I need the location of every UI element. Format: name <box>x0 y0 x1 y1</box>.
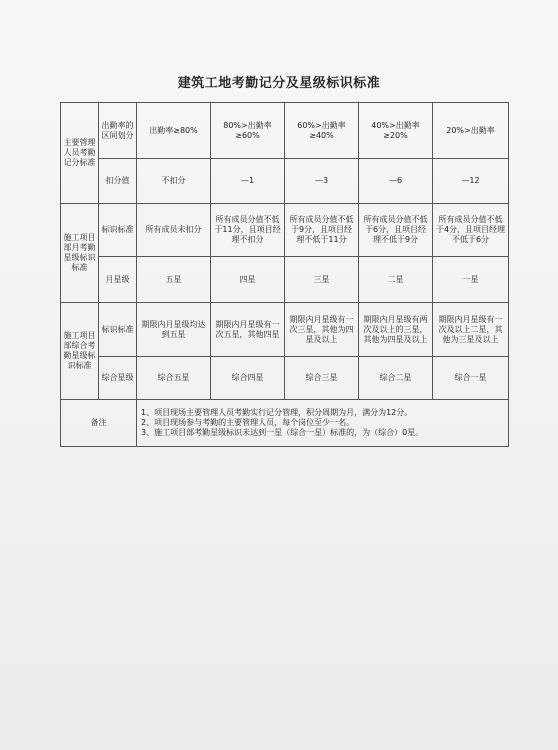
row-label: 标识标准 <box>99 303 137 357</box>
table-cell: 期限内月星级有一次五星，其他四星 <box>211 303 285 357</box>
row-label: 综合星级 <box>99 357 137 400</box>
table-row <box>61 159 509 204</box>
table-cell: 期限内月星级有一次三星，其他为四星及以上 <box>285 303 359 357</box>
table-row <box>61 257 509 303</box>
table-cell: —12 <box>433 159 509 204</box>
table-cell: 综合五星 <box>137 357 211 400</box>
table-cell: 综合三星 <box>285 357 359 400</box>
table-row <box>61 103 509 159</box>
table-cell: 期限内月星级有一次及以上二星，其他为三星及以上 <box>433 303 509 357</box>
table-cell: 期限内月星级均达到五星 <box>137 303 211 357</box>
notes-content <box>137 400 509 447</box>
row-label: 出勤率的区间划分 <box>99 103 137 159</box>
table-cell: 综合四星 <box>211 357 285 400</box>
notes-label: 备注 <box>61 400 137 447</box>
table-cell: 期限内月星级有两次及以上的三星，其他为四星及以上 <box>359 303 433 357</box>
document-title: 建筑工地考勤记分及星级标识标准 <box>177 76 381 91</box>
row-label: 扣分值 <box>99 159 137 204</box>
table-cell: 五星 <box>137 257 211 303</box>
table-cell: 所有成员分值不低于9分，且项目经理不低于11分 <box>285 204 359 257</box>
note-line: 2、项目现场参与考勤的主要管理人员，每个岗位至少一名。 <box>141 418 355 427</box>
table-row <box>61 357 509 400</box>
note-line: 1、项目现场主要管理人员考勤实行记分管理，积分周期为月，满分为12分。 <box>141 408 413 417</box>
table-cell: 所有成员分值不低于11分，且项目经理不扣分 <box>211 204 285 257</box>
table-row <box>61 303 509 357</box>
table-cell: 20%>出勤率 <box>433 103 509 159</box>
table-cell: 四星 <box>211 257 285 303</box>
table-cell: 所有成员分值不低于6分，且项目经理不低于9分 <box>359 204 433 257</box>
table-cell: 三星 <box>285 257 359 303</box>
table-cell: 综合二星 <box>359 357 433 400</box>
row-label: 标识标准 <box>99 204 137 257</box>
row-label: 月星级 <box>99 257 137 303</box>
section-label: 施工项目部综合考勤星级标识标准 <box>61 303 99 400</box>
table-cell: 不扣分 <box>137 159 211 204</box>
table-cell: 60%>出勤率≥40% <box>285 103 359 159</box>
table-cell: 所有成员分值不低于4分，且项目经理不低于6分 <box>433 204 509 257</box>
table-cell: 40%>出勤率≥20% <box>359 103 433 159</box>
table-cell: —1 <box>211 159 285 204</box>
table-cell: 综合一星 <box>433 357 509 400</box>
standards-table <box>60 102 509 447</box>
table-cell: 出勤率≥80% <box>137 103 211 159</box>
section-label: 主要管理人员考勤记分标准 <box>61 103 99 204</box>
table-cell: 一星 <box>433 257 509 303</box>
table-cell: 80%>出勤率≥60% <box>211 103 285 159</box>
table-cell: 二星 <box>359 257 433 303</box>
table-cell: —6 <box>359 159 433 204</box>
table-cell: —3 <box>285 159 359 204</box>
table-row <box>61 400 509 447</box>
table-cell: 所有成员未扣分 <box>137 204 211 257</box>
section-label: 施工项目部月考勤星级标识标准 <box>61 204 99 303</box>
note-line: 3、施工项目部考勤星级标识未达到一星（综合一星）标准的，为（综合）0星。 <box>141 428 424 437</box>
table-row <box>61 204 509 257</box>
